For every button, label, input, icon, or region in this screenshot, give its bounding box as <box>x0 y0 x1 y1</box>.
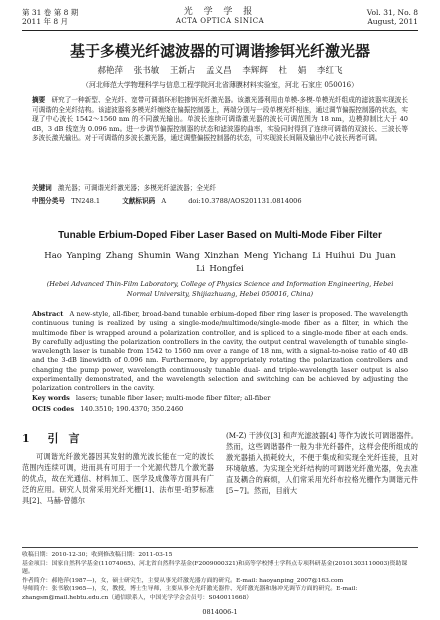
doc-code-value: A <box>161 197 167 205</box>
section-number: 1 <box>22 432 30 445</box>
keywords-cn-text: 激光器；可调谐光纤激光器；多模光纤滤波器；全光纤 <box>57 184 217 192</box>
intro-paragraph-left: 可调谐光纤激光器因其发射的激光波长能在一定的波长范围内连续可调，进而具有可用于一个光源代替几个激光器的优点，故在光通信、材料加工、医学及成像等方面具有广泛的应用。研究人员常采用光纤光栅[1]、法布里-珀罗标准具[2]、马赫-曾德尔 <box>22 452 214 505</box>
authors-cn: 郝艳萍 张书敏 王新占 孟义昌 李辉辉 杜 娟 李红飞 <box>97 66 343 76</box>
keywords-en-label: Key words <box>32 394 70 402</box>
running-header <box>22 8 418 30</box>
footnote-received: 收稿日期：2010-12-30；收到修改稿日期：2011-03-15 <box>22 552 173 558</box>
keywords-cn <box>32 184 408 193</box>
page-number: 0814006-1 <box>202 608 238 616</box>
body-column-right <box>226 430 418 496</box>
header-journal-cn: 光 学 学 报 <box>183 7 257 17</box>
authors-en: Hao Yanping Zhang Shumin Wang Xinzhan Meng Yichang Li Huihui Du Juan Li Hongfei <box>44 251 396 274</box>
footnote-rule <box>22 547 418 548</box>
header-volume-en-block <box>367 8 418 26</box>
intro-paragraph-right: (M-Z) 干涉仪[3] 和声光滤波器[4] 等作为波长可调谐器件。然而，这些调谐器件一般为非光纤器件，这样会使所组成的激光器插入损耗较大，不便于集成和实现全光纤连接，且对环境敏感。为实现全光纤结构的可调谐光纤激光器，免去准直及耦合的麻烦，人们常采用光纤布拉格光栅作为调谐元件[5~7]。然而，目前大 <box>226 431 418 495</box>
doi-value: 10.3788/AOS201131.0814006 <box>200 197 302 205</box>
header-volume-en: Vol. 31, No. 8 <box>366 8 418 17</box>
abstract-en <box>32 310 408 394</box>
header-date-cn: 2011 年 8 月 <box>22 17 69 26</box>
header-rule <box>22 30 418 31</box>
ocis-codes <box>32 405 408 414</box>
abstract-cn-label: 摘要 <box>32 96 46 104</box>
section-title: 引言 <box>47 432 90 445</box>
footnote-advisor: 导师简介：张书敏(1965—)，女，教授，博士生导师，主要从事全光纤激光器件、光纤激光器和脉冲光调节方面的研究。E-mail: zhangsm@mail.hebtu.edu.cn（通信联系人，中国光学学会会员号：S040011668） <box>22 586 358 601</box>
ocis-label: OCIS codes <box>32 405 75 413</box>
keywords-en-text: lasers; tunable fiber laser; multi-mode fiber filter; all-fiber <box>75 394 271 402</box>
doi-label: doi: <box>188 197 201 205</box>
affiliation-cn: （河北师范大学物理科学与信息工程学院河北省薄膜材料实验室，河北 石家庄 050016） <box>81 81 359 89</box>
clc-value: TN248.1 <box>71 197 101 205</box>
abstract-en-text: A new-style, all-fiber, broad-band tunable erbium-doped fiber ring laser is proposed. The wavelength continuous tuning is realized by using a single-mode/multimode/single-mode fiber as a filter, in which the multimode fiber is wrapped around a polarization controller, and is spliced to a single-mode fiber at each ends. By carefully adjusting the polarization controllers in the cavity, the output central wavelength of tunable single-wavelength laser is tunable from 1542 to 1560 nm over a range of 18 nm, with a signal-to-noise ratio of 40 dB and the 3-dB linewidth of 0.096 nm. Furthermore, by appropriately rotating the polarization controllers and changing the pump power, wavelength continuously tunable dual- and triple-wavelength laser output is also experimentally demonstrated, and the wavelength selection and switching can be achieved by adjusting the polarization controllers in the cavity. <box>32 310 408 393</box>
abstract-cn <box>32 96 408 144</box>
header-volume-cn: 第 31 卷 第 8 期 <box>22 8 79 17</box>
abstract-cn-text: 研究了一种新型、全光纤、宽带可调谐环形腔掺铒光纤激光器。该激光器利用由单模-多模-单模光纤组成的滤波器实现波长可调谐的全光纤结构。该滤波器将多模光纤缠绕在偏振控制器上，两端分别与一段单模光纤相连，通过调节偏振控制器的状态，实现了中心波长 1542～1560 nm 的不同激光输出。单波长连续可调谐激光器的波长可调范围为 18 nm，边模抑制比大于 40 dB，3 dB 线宽为 0.096 nm。进一步调节偏振控制器的状态和滤波器的曲率，实验同时得到了连续可调谐的双波长、三波长等多波长激光输出。对于可调谐的多波长激光器，通过调整偏振控制器的状态，可实现波长间隔及输出中心波长两者可调。 <box>32 96 408 143</box>
classification-cn <box>32 197 408 206</box>
body-column-left <box>22 430 214 506</box>
header-journal-en: ACTA OPTICA SINICA <box>175 17 265 25</box>
clc-label: 中图分类号 <box>32 197 65 205</box>
section-heading <box>22 430 214 446</box>
keywords-cn-label: 关键词 <box>32 184 52 192</box>
keywords-en <box>32 394 408 403</box>
abstract-en-label: Abstract <box>32 310 64 318</box>
ocis-text: 140.3510; 190.4370; 350.2460 <box>80 405 184 413</box>
footnote-author: 作者简介：郝艳萍(1987—)，女，硕士研究生，主要从事光纤激光器方面的研究。E-mail: haoyanping_2007@163.com <box>22 577 344 584</box>
doc-code-label: 文献标识码 <box>122 197 156 205</box>
affiliation-en: (Hebei Advanced Thin-Film Laboratory, College of Physics Science and Information Engineering, Hebei Normal University, Shijiazhuang, Hebei 050016, China) <box>46 280 394 298</box>
header-date-en: August, 2011 <box>367 17 418 26</box>
header-journal-block <box>22 8 418 26</box>
paper-title-en: Tunable Erbium-Doped Fiber Laser Based on Multi-Mode Fiber Filter <box>58 230 382 241</box>
footnotes <box>22 551 418 603</box>
footnote-funding: 基金项目：国家自然科学基金(11074065)、河北省自然科学基金(F2009000321)和高等学校博士学科点专项科研基金(20101303110003)资助课题。 <box>22 560 408 576</box>
paper-title-cn: 基于多模光纤滤波器的可调谐掺铒光纤激光器 <box>69 42 370 60</box>
